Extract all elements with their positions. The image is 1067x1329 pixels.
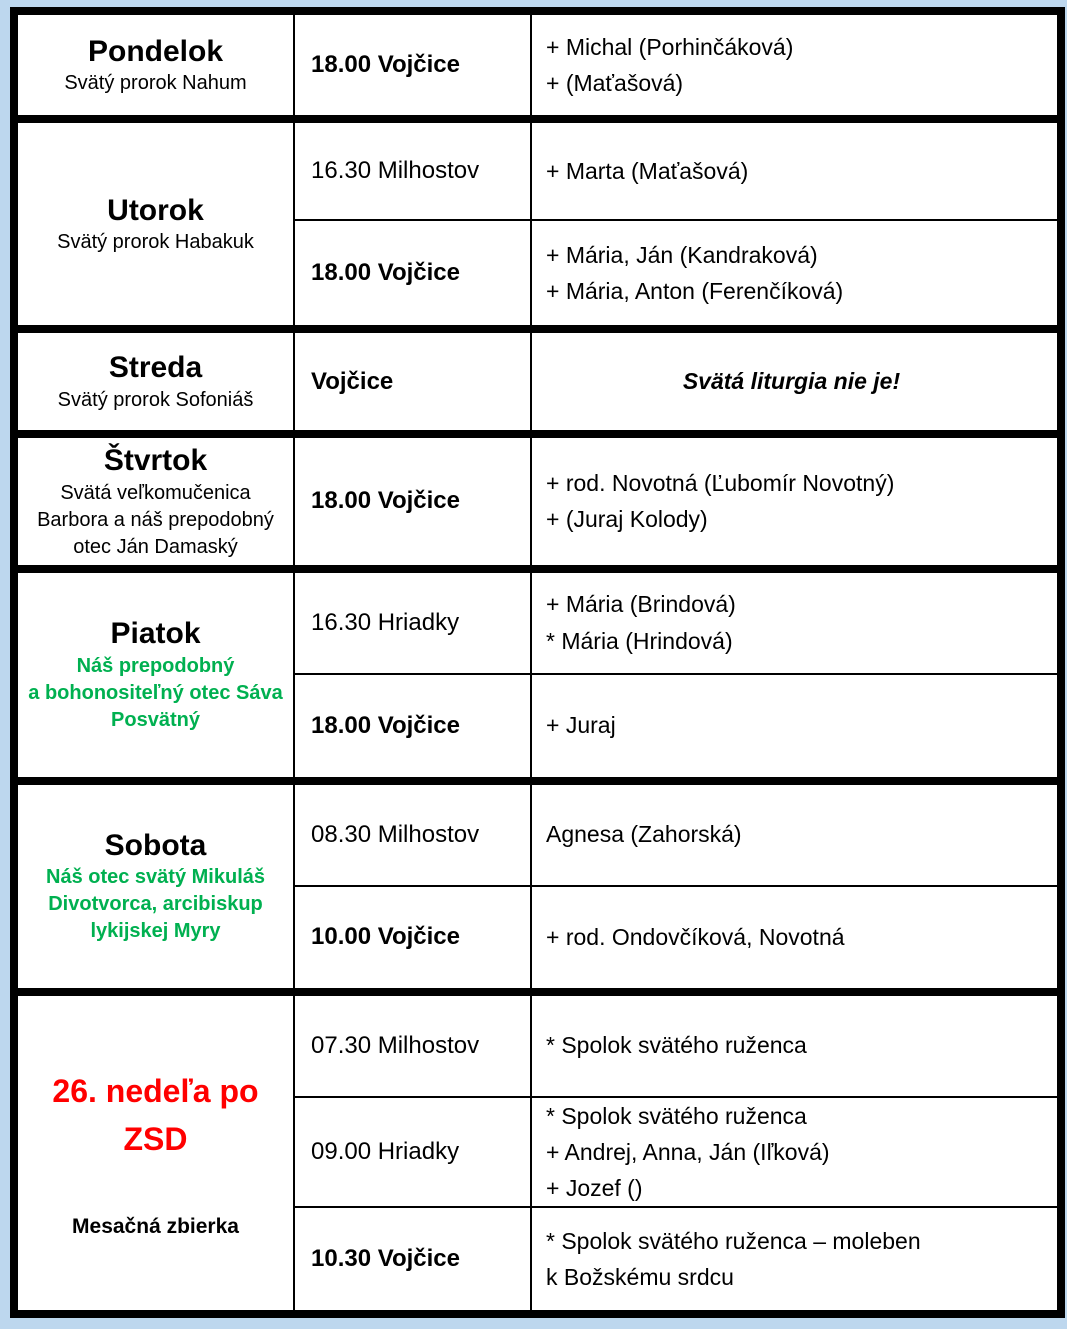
time-cell: 09.00 Hriadky [294, 1097, 531, 1208]
time-cell: 08.30 Milhostov [294, 781, 531, 886]
intention-line: Agnesa (Zahorská) [546, 821, 742, 848]
row-pondelok [14, 11, 1061, 119]
collection-note: Mesačná zbierka [72, 1214, 239, 1238]
feast-line: Náš prepodobný [76, 654, 235, 677]
intentions-cell [531, 1207, 1061, 1314]
time-cell: 10.00 Vojčice [294, 886, 531, 992]
day-cell-piatok [14, 569, 294, 781]
sunday-title-line: 26. nedeľa po [52, 1072, 259, 1109]
day-title: Piatok [110, 617, 201, 651]
row-nedela-1 [14, 992, 1061, 1097]
intention-line: + Juraj [546, 712, 616, 739]
sunday-title-line: ZSD [123, 1120, 188, 1157]
day-cell-utorok [14, 119, 294, 329]
feast-line: otec Ján Damaský [73, 535, 238, 558]
row-streda [14, 329, 1061, 434]
row-utorok-1 [14, 119, 1061, 220]
intentions-cell [531, 11, 1061, 119]
intention-line: + Andrej, Anna, Ján (Iľková) [546, 1138, 830, 1165]
intention-line: + Marta (Maťašová) [546, 157, 749, 184]
feast-line: Posvätný [111, 708, 200, 731]
time-cell: 18.00 Vojčice [294, 220, 531, 329]
intention-line: * Mária (Hrindová) [546, 627, 733, 654]
day-cell-pondelok [14, 11, 294, 119]
no-liturgy-text: Svätá liturgia nie je! [682, 368, 901, 395]
row-stvrtok [14, 434, 1061, 569]
intention-line: + (Maťašová) [546, 70, 684, 96]
time-cell: 16.30 Milhostov [294, 119, 531, 220]
feast-line: lykijskej Myry [90, 920, 221, 943]
feast-line: Svätý prorok Habakuk [57, 231, 254, 254]
row-sobota-1 [14, 781, 1061, 886]
day-cell-stvrtok [14, 434, 294, 569]
intention-line: + rod. Ondovčíková, Novotná [546, 923, 845, 950]
intentions-cell [531, 886, 1061, 992]
intention-line: + Jozef () [546, 1175, 643, 1202]
day-cell-streda [14, 329, 294, 434]
intention-line: + Mária (Brindová) [546, 591, 736, 618]
intention-line: * Spolok svätého ruženca [546, 1032, 807, 1059]
row-piatok-1 [14, 569, 1061, 674]
intentions-cell [531, 220, 1061, 329]
day-cell-sobota [14, 781, 294, 992]
intention-line: + Michal (Porhinčáková) [546, 33, 794, 60]
feast-line: Svätý prorok Sofoniáš [57, 388, 254, 411]
liturgy-schedule-table [10, 7, 1065, 1318]
intentions-cell [531, 674, 1061, 781]
intentions-cell [531, 992, 1061, 1097]
day-title: Sobota [104, 828, 207, 862]
day-cell-nedela [14, 992, 294, 1315]
day-title: Štvrtok [103, 444, 208, 477]
intentions-cell [531, 781, 1061, 886]
day-title: Utorok [107, 193, 204, 227]
intention-line: * Spolok svätého ruženca – moleben [546, 1228, 921, 1255]
intention-line: + Mária, Anton (Ferenčíková) [546, 278, 844, 304]
feast-line: Svätá veľkomučenica [60, 481, 251, 504]
intention-line: + Mária, Ján (Kandraková) [546, 241, 818, 268]
day-title: Pondelok [87, 34, 223, 68]
intentions-cell [531, 434, 1061, 569]
time-cell: Vojčice [294, 329, 531, 434]
no-liturgy-cell [531, 329, 1061, 434]
intention-line: + rod. Novotná (Ľubomír Novotný) [546, 469, 895, 496]
time-cell: 18.00 Vojčice [294, 434, 531, 569]
time-cell: 07.30 Milhostov [294, 992, 531, 1097]
intentions-cell [531, 1097, 1061, 1208]
intention-line: + (Juraj Kolody) [546, 506, 708, 533]
intention-line: * Spolok svätého ruženca [546, 1102, 807, 1129]
feast-line: Barbora a náš prepodobný [37, 508, 274, 531]
feast-line: Divotvorca, arcibiskup [48, 893, 263, 916]
time-cell: 18.00 Vojčice [294, 674, 531, 781]
day-title: Streda [108, 351, 203, 385]
intention-line: k Božskému srdcu [546, 1264, 734, 1291]
time-cell: 10.30 Vojčice [294, 1207, 531, 1314]
feast-line: Náš otec svätý Mikuláš [46, 866, 265, 889]
intentions-cell [531, 569, 1061, 674]
feast-line: a bohonositeľný otec Sáva [28, 681, 283, 704]
schedule-sheet [10, 7, 1065, 1318]
intentions-cell [531, 119, 1061, 220]
time-cell: 18.00 Vojčice [294, 11, 531, 119]
time-cell: 16.30 Hriadky [294, 569, 531, 674]
feast-line: Svätý prorok Nahum [64, 72, 247, 95]
